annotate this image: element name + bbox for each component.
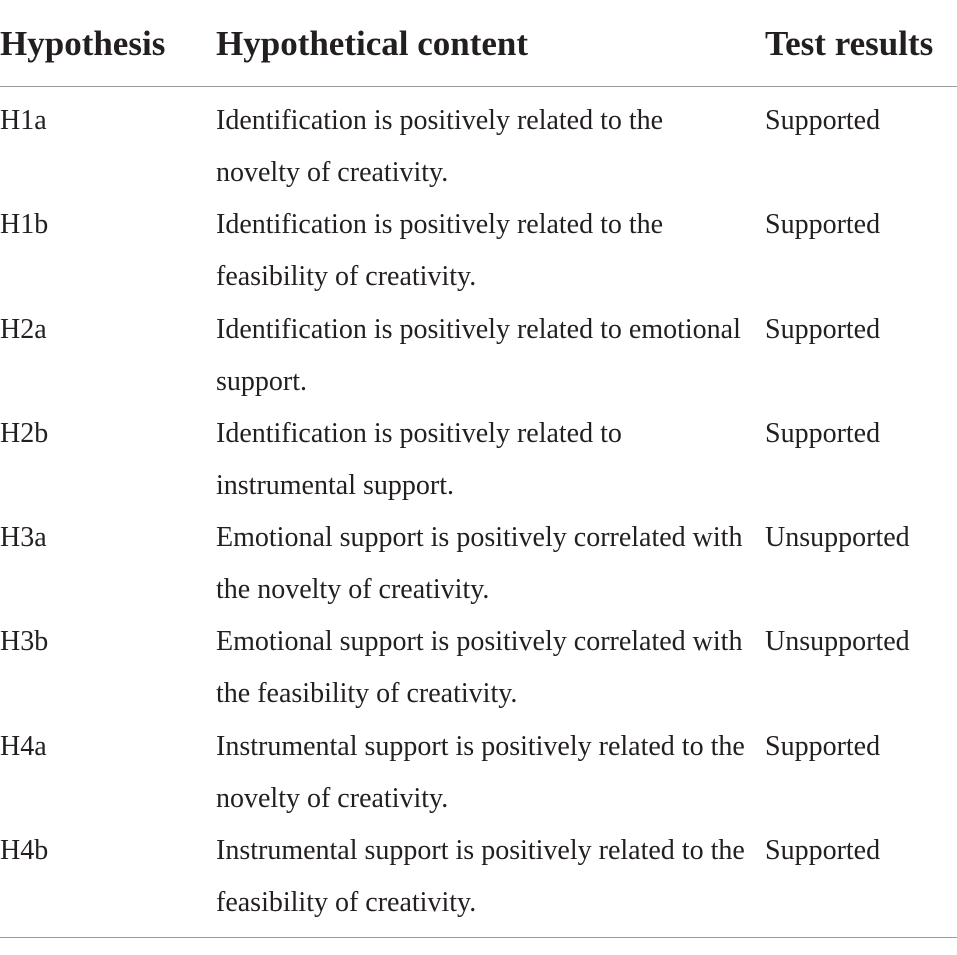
hypothesis-content: Identification is positively related to the novelty of creativity. — [216, 105, 664, 188]
hypothesis-id: H1a — [0, 105, 47, 136]
table-bottom-rule — [0, 937, 957, 938]
hypothesis-content: Identification is positively related to the feasibility of creativity. — [216, 209, 664, 293]
hypothesis-id: H2b — [0, 417, 49, 449]
test-result: Unsupported — [765, 626, 910, 658]
header-test-results: Test results — [765, 24, 934, 63]
hypothesis-id: H3a — [0, 522, 47, 553]
table-row — [0, 817, 957, 921]
hypothesis-id: H1b — [0, 209, 49, 241]
hypothesis-content: Emotional support is positively correlated with the novelty of creativity. — [216, 522, 743, 605]
table-row — [0, 191, 957, 295]
table-row — [0, 400, 957, 504]
test-result: Supported — [765, 313, 881, 345]
hypothesis-content: Identification is positively related to instrumental support. — [216, 417, 622, 501]
table-body — [0, 87, 957, 921]
hypothesis-content: Identification is positively related to emotional support. — [216, 313, 741, 397]
header-hypothetical-content: Hypothetical content — [216, 24, 529, 63]
table-row — [0, 296, 957, 400]
test-result: Unsupported — [765, 522, 910, 553]
table-header — [0, 0, 957, 87]
hypothesis-id: H2a — [0, 313, 47, 345]
header-hypothesis: Hypothesis — [0, 24, 166, 63]
test-result: Supported — [765, 105, 881, 136]
hypothesis-content: Emotional support is positively correlated with the feasibility of creativity. — [216, 626, 743, 710]
hypothesis-id: H4b — [0, 834, 49, 866]
hypothesis-id: H3b — [0, 626, 49, 658]
table-row — [0, 504, 957, 608]
test-result: Supported — [765, 834, 881, 866]
table-row — [0, 713, 957, 817]
test-result: Supported — [765, 730, 881, 762]
hypothesis-content: Instrumental support is positively related to the novelty of creativity. — [216, 730, 745, 814]
hypothesis-id: H4a — [0, 730, 47, 762]
table-row — [0, 608, 957, 712]
test-result: Supported — [765, 417, 881, 449]
table-row — [0, 87, 957, 191]
hypothesis-content: Instrumental support is positively related to the feasibility of creativity. — [216, 834, 745, 918]
test-result: Supported — [765, 209, 881, 241]
